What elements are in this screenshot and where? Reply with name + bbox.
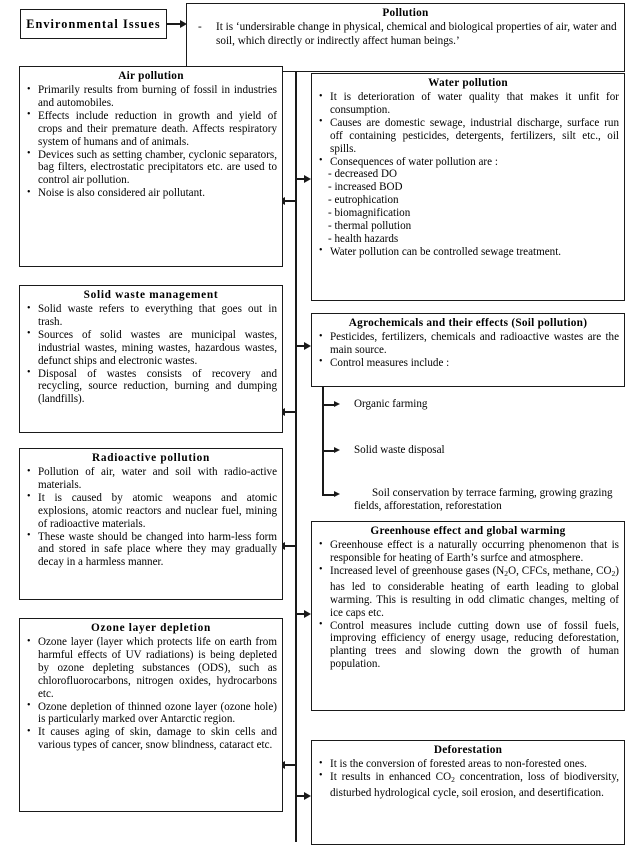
list-item: • Pesticides, fertilizers, chemicals and radioactive wastes are the main source.: [317, 331, 619, 357]
arrow-water-pollution-icon: [304, 175, 311, 183]
agro-measure-organic-farming: Organic farming: [354, 398, 428, 410]
pollution-title: Pollution: [382, 7, 429, 19]
list-item: • Causes are domestic sewage, industrial discharge, surface run off containing pesticides, detergents, fertilizers, silt etc., oil spills.: [317, 117, 619, 156]
water-pollution-title: Water pollution: [428, 77, 508, 89]
list-item: • Sources of solid wastes are municipal wastes, industrial wastes, mining wastes, hazardous wastes, defunct ships and electronic wastes.: [25, 329, 277, 368]
pollution-box: [186, 3, 625, 72]
deforestation-list: [317, 758, 619, 800]
list-item: • It causes aging of skin, damage to skin cells and various types of cancer, snow blindness, cataract etc.: [25, 726, 277, 752]
air-pollution-box: [19, 66, 283, 267]
list-item: - decreased DO: [328, 168, 397, 181]
connector-env-to-pollution: [167, 23, 180, 25]
ozone-depletion-list: [25, 636, 277, 752]
connector-solid-waste: [285, 411, 296, 413]
greenhouse-gases-text-a: Increased level of greenhouse gases (N: [330, 564, 505, 577]
greenhouse-sub-n2o: 2: [504, 568, 509, 578]
list-item: [317, 771, 619, 800]
agrochemicals-title: Agrochemicals and their effects (Soil pollution): [348, 317, 588, 329]
radioactive-pollution-list: [25, 466, 277, 569]
connector-radioactive: [285, 545, 296, 547]
list-item: - biomagnification: [328, 207, 411, 220]
list-item: • It is caused by atomic weapons and atomic explosions, atomic reactors and nuclear fuel, mining of radioactive materials.: [25, 492, 277, 531]
greenhouse-list: [317, 539, 619, 671]
list-item: • Greenhouse effect is a naturally occurring phenomenon that is responsible for heating of Earth’s surfce and atmosphere.: [317, 539, 619, 565]
greenhouse-gases-text-e: ) has led to considerable heating of earth leading to global warming. This is resulting in odd climatic changes, melting of ice caps etc.: [330, 564, 619, 619]
deforestation-text-c: concentration, loss of biodiversity, disturbed hydrological cycle, soil erosion, and desertification.: [330, 770, 619, 799]
greenhouse-gases-text-c: O, CFCs, methane, CO: [508, 564, 612, 577]
solid-waste-list: [25, 303, 277, 406]
list-item: • Devices such as setting chamber, cyclonic separators, bag filters, electrostatic precipitators etc. are used to control air pollution.: [25, 149, 277, 188]
list-item: - thermal pollution: [328, 220, 412, 233]
list-item: - increased BOD: [328, 181, 403, 194]
list-item: • Disposal of wastes consists of recovery and recycling, source reduction, burning and dumping (landfills).: [25, 368, 277, 407]
connector-air-pollution: [285, 200, 296, 202]
water-pollution-control-list: [317, 246, 619, 259]
list-item: - eutrophication: [328, 194, 399, 207]
agrochemicals-box: [311, 313, 625, 387]
greenhouse-sub-co2: 2: [611, 568, 616, 578]
list-item: • Pollution of air, water and soil with radio-active materials.: [25, 466, 277, 492]
arrow-solid-waste-disposal-icon: [334, 447, 340, 453]
air-pollution-title: Air pollution: [118, 70, 184, 82]
agro-measure-solid-waste-disposal: Solid waste disposal: [354, 444, 445, 456]
radioactive-pollution-title: Radioactive pollution: [92, 452, 210, 464]
water-pollution-box: [311, 73, 625, 301]
list-item: • Control measures include :: [317, 357, 619, 370]
greenhouse-box: [311, 521, 625, 711]
list-item: - health hazards: [328, 232, 399, 245]
list-item: • It is the conversion of forested areas to non-forested ones.: [317, 758, 619, 771]
connector-soil-conservation: [322, 494, 334, 496]
water-pollution-consequences: [317, 168, 619, 245]
list-item: • Solid waste refers to everything that goes out in trash.: [25, 303, 277, 329]
list-item: • These waste should be changed into harm-less form and stored in safe place where they may gradually decay in a harmless manner.: [25, 531, 277, 570]
solid-waste-box: [19, 285, 283, 433]
deforestation-text-a: It results in enhanced CO: [330, 770, 452, 783]
connector-organic-farming: [322, 404, 334, 406]
list-item: • Noise is also considered air pollutant.: [25, 187, 277, 200]
ozone-depletion-title: Ozone layer depletion: [91, 622, 211, 634]
air-pollution-list: [25, 84, 277, 200]
water-pollution-list: [317, 91, 619, 168]
list-item: • It is deterioration of water quality that makes it unfit for consumption.: [317, 91, 619, 117]
arrow-agrochemicals-icon: [304, 342, 311, 350]
environmental-issues-box: [20, 9, 167, 39]
arrow-soil-conservation-icon: [334, 491, 340, 497]
deforestation-sub-co2: 2: [451, 775, 455, 785]
list-item: • Primarily results from burning of fossil in industries and automobiles.: [25, 84, 277, 110]
greenhouse-title: Greenhouse effect and global warming: [370, 525, 566, 537]
connector-ozone: [285, 764, 296, 766]
list-item: • Water pollution can be controlled sewage treatment.: [317, 246, 619, 259]
agrochemicals-list: [317, 331, 619, 370]
list-item: • Effects include reduction in growth and yield of crops and their premature death. Affects respiratory system of humans and of animals.: [25, 110, 277, 149]
list-item: [317, 565, 619, 620]
list-item: • Consequences of water pollution are :: [317, 156, 619, 169]
ozone-depletion-box: [19, 618, 283, 812]
deforestation-title: Deforestation: [433, 744, 503, 756]
agro-measure-soil-conservation: Soil conservation by terrace farming, growing grazing fields, afforestation, reforestation: [354, 487, 613, 512]
arrow-organic-farming-icon: [334, 401, 340, 407]
environmental-issues-label: Environmental Issues: [26, 16, 161, 31]
radioactive-pollution-box: [19, 448, 283, 600]
solid-waste-title: Solid waste management: [83, 289, 219, 301]
list-item: • Ozone depletion of thinned ozone layer (ozone hole) is particularly marked over Antarctic region.: [25, 701, 277, 727]
deforestation-box: [311, 740, 625, 845]
connector-solid-waste-disposal: [322, 450, 334, 452]
main-trunk-line: [295, 42, 297, 842]
list-item: • Control measures include cutting down use of fossil fuels, improving efficiency of energy usage, reducing deforestation, planting trees and slowing down the growth of human population.: [317, 620, 619, 672]
pollution-definition: - It is ‘undersirable change in physical, chemical and biological properties of air, water and soil, which directly or indirectly affect human beings.’: [192, 21, 619, 48]
list-item: • Ozone layer (layer which protects life on earth from harmful effects of UV radiations) is being depleted by ozone depleting substances (ODS), such as chlorofluorocarbons, nitrogen oxides, hydrocarbons etc.: [25, 636, 277, 701]
arrow-greenhouse-icon: [304, 610, 311, 618]
arrow-deforestation-icon: [304, 792, 311, 800]
